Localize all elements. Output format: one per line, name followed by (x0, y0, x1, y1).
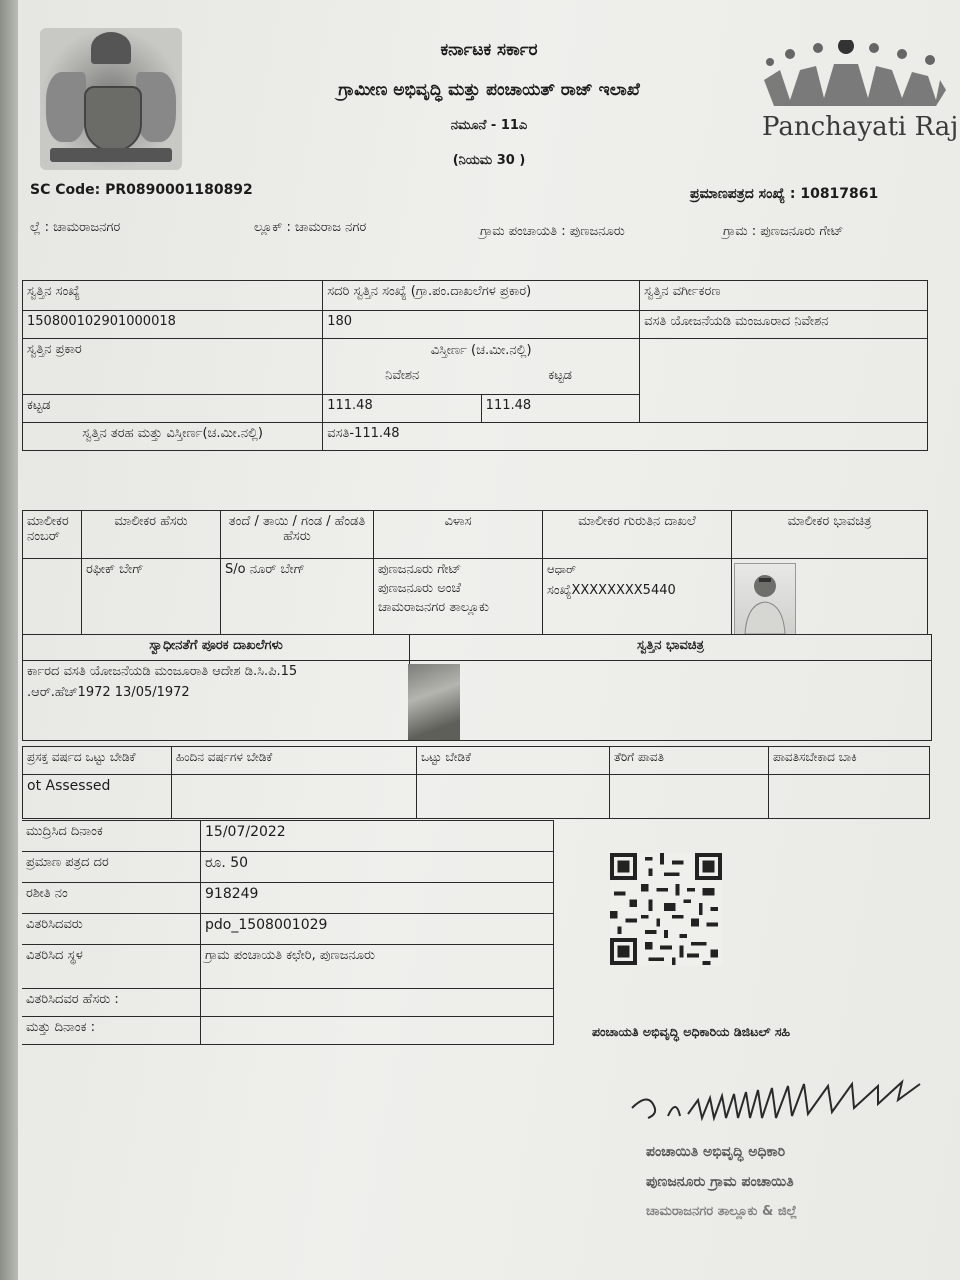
ownership-doc-line-1: ರ್ಕಾರದ ವಸತಿ ಯೋಜನೆಯಡಿ ಮಂಜೂರಾತಿ ಆದೇಶ ಡಿ.ಸಿ.ಪಿ.15 (27, 664, 298, 679)
handwritten-signature (628, 1078, 928, 1138)
panchayati-raj-people-icon (760, 40, 950, 110)
stamp-line-1: ಪಂಚಾಯಿತಿ ಅಭಿವೃದ್ಧಿ ಅಧಿಕಾರಿ (646, 1144, 786, 1160)
issue-place-label: ವಿತರಿಸಿದ ಸ್ಥಳ (22, 945, 201, 989)
form-number: ನಮೂನೆ - 11ಎ (450, 118, 528, 133)
balance-due-head: ಪಾವತಿಸಬೇಕಾದ ಬಾಕಿ (769, 747, 930, 775)
id-type: ಆಧಾರ್ (547, 562, 576, 576)
property-table (22, 280, 928, 451)
issuer-name-value (201, 989, 554, 1017)
issued-by-value: pdo_1508001029 (201, 914, 554, 945)
fee-value: ರೂ. 50 (201, 852, 554, 883)
issue-date-value (201, 1017, 554, 1045)
gp-number-head: ಸದರಿ ಸ್ವತ್ತಿನ ಸಂಖ್ಯೆ (ಗ್ರಾ.ಪಂ.ದಾಖಲೆಗಳ ಪ್ರಕಾರ) (323, 281, 640, 311)
certificate-number: ಪ್ರಮಾಣಪತ್ರದ ಸಂಖ್ಯೆ : 10817861 (690, 186, 879, 202)
tax-paid-head: ತೆರಿಗೆ ಪಾವತಿ (610, 747, 769, 775)
tax-table (22, 746, 930, 819)
property-id-head: ಸ್ವತ್ತಿನ ಸಂಖ್ಯೆ (23, 281, 323, 311)
type-area-value: ವಸತಿ-111.48 (323, 423, 928, 451)
binder-edge (0, 0, 18, 1280)
issue-place-value: ಗ್ರಾಮ ಪಂಚಾಯತಿ ಕಛೇರಿ, ಪುಣಜನೂರು (201, 945, 554, 989)
area-head: ವಿಸ್ತೀರ್ಣ (ಚ.ಮೀ.ನಲ್ಲಿ) (430, 343, 532, 358)
owner-name-head: ಮಾಲೀಕರ ಹೆಸರು (82, 511, 221, 559)
classification-value: ವಸತಿ ಯೋಜನೆಯಡಿ ಮಂಜೂರಾದ ನಿವೇಶನ (640, 311, 928, 339)
document-page (18, 0, 960, 1280)
ownership-table (22, 634, 932, 741)
qr-code-icon (610, 853, 722, 965)
property-photo-head: ಸ್ವತ್ತಿನ ಭಾವಚಿತ್ರ (410, 635, 932, 661)
property-type-value: ಕಟ್ಟಡ (23, 395, 323, 423)
digital-signature-label: ಪಂಚಾಯತಿ ಅಭಿವೃದ್ಧಿ ಅಧಿಕಾರಿಯ ಡಿಜಿಟಲ್ ಸಹಿ (592, 1024, 791, 1039)
issue-table (22, 820, 554, 1045)
issuer-name-label: ವಿತರಿಸಿದವರ ಹೆಸರು : (22, 989, 201, 1017)
ownership-doc-line-2: .ಆರ್.ಹೆಚ್1972 13/05/1972 (27, 685, 190, 700)
fee-label: ಪ್ರಮಾಣ ಪತ್ರದ ದರ (22, 852, 201, 883)
sc-code: SC Code: PR0890001180892 (30, 182, 253, 198)
property-type-head: ಸ್ವತ್ತಿನ ಪ್ರಕಾರ (23, 339, 323, 395)
address-line-2: ಪುಣಜನೂರು ಅಂಚೆ (378, 581, 461, 596)
assessment-status: ot Assessed (23, 775, 172, 819)
owner-relation: S/o ನೂರ್ ಬೇಗ್ (221, 559, 374, 635)
taluk: ಲ್ಲೂಕ್ : ಚಾಮರಾಜ ನಗರ (254, 220, 367, 235)
print-date-label: ಮುದ್ರಿಸಿದ ದಿನಾಂಕ (22, 821, 201, 852)
address-line-1: ಪುಣಜನೂರು ಗೇಟ್ (378, 562, 462, 577)
property-id-value: 150800102901000018 (23, 311, 323, 339)
owner-photo (734, 563, 796, 635)
village: ಗ್ರಾಮ : ಪುಣಜನೂರು ಗೇಟ್ (723, 224, 844, 239)
type-area-head: ಸ್ವತ್ತಿನ ತರಹ ಮತ್ತು ವಿಸ್ತೀರ್ಣ(ಚ.ಮೀ.ನಲ್ಲಿ) (23, 423, 323, 451)
property-photo (408, 664, 460, 740)
panchayati-raj-text: Panchayati Raj (762, 112, 959, 142)
stamp-line-2: ಪುಣಜನೂರು ಗ್ರಾಮ ಪಂಚಾಯಿತಿ (646, 1174, 794, 1190)
building-head: ಕಟ್ಟಡ (548, 368, 572, 383)
id-doc-head: ಮಾಲೀಕರ ಗುರುತಿನ ದಾಖಲೆ (543, 511, 732, 559)
department-title: ಗ್ರಾಮೀಣ ಅಭಿವೃದ್ಧಿ ಮತ್ತು ಪಂಚಾಯತ್ ರಾಜ್ ಇಲಾಖೆ (338, 80, 640, 100)
address-head: ವಿಳಾಸ (374, 511, 543, 559)
stamp-line-3: ಚಾಮರಾಜನಗರ ತಾಲ್ಲೂಕು & ಜಿಲ್ಲೆ (646, 1204, 798, 1219)
classification-head: ಸ್ವತ್ತಿನ ವರ್ಗೀಕರಣ (640, 281, 928, 311)
total-demand-head: ಒಟ್ಟು ಬೇಡಿಕೆ (417, 747, 610, 775)
receipt-label: ರಶೀತಿ ನಂ (22, 883, 201, 914)
issue-date-label: ಮತ್ತು ದಿನಾಂಕ : (22, 1017, 201, 1045)
owner-photo-head: ಮಾಲೀಕರ ಭಾವಚಿತ್ರ (732, 511, 928, 559)
receipt-value: 918249 (201, 883, 554, 914)
ownership-docs-head: ಸ್ವಾಧೀನತೆಗೆ ಪೂರಕ ದಾಖಲೆಗಳು (23, 635, 410, 661)
relation-head: ತಂದೆ / ತಾಯಿ / ಗಂಡ / ಹೆಂಡತಿ ಹೆಸರು (221, 511, 374, 559)
government-title: ಕರ್ನಾಟಕ ಸರ್ಕಾರ (440, 40, 538, 60)
gp-number-value: 180 (323, 311, 640, 339)
owner-name: ರಫೀಕ್ ಬೇಗ್ (82, 559, 221, 635)
id-number: ಸಂಖ್ಯೆXXXXXXXX5440 (547, 583, 676, 598)
address-line-3: ಚಾಮರಾಜನಗರ ತಾಲ್ಲೂಕು (378, 600, 490, 615)
panchayati-raj-logo (760, 40, 959, 150)
building-area: 111.48 (481, 395, 639, 423)
issued-by-label: ವಿತರಿಸಿದವರು (22, 914, 201, 945)
gram-panchayat: ಗ್ರಾಮ ಪಂಚಾಯತಿ : ಪುಣಜನೂರು (480, 224, 625, 239)
previous-demand-head: ಹಿಂದಿನ ವರ್ಷಗಳ ಬೇಡಿಕೆ (172, 747, 417, 775)
site-head: ನಿವೇಶನ (385, 368, 420, 383)
site-area: 111.48 (323, 395, 481, 423)
current-demand-head: ಪ್ರಸಕ್ತ ವರ್ಷದ ಒಟ್ಟು ಬೇಡಿಕೆ (23, 747, 172, 775)
owner-number-head: ಮಾಲೀಕರ ನಂಬರ್ (23, 511, 82, 559)
district: ಲ್ಲೆ : ಚಾಮರಾಜನಗರ (30, 220, 121, 235)
rule-number: (ನಿಯಮ 30 ) (452, 153, 526, 168)
print-date-value: 15/07/2022 (201, 821, 554, 852)
